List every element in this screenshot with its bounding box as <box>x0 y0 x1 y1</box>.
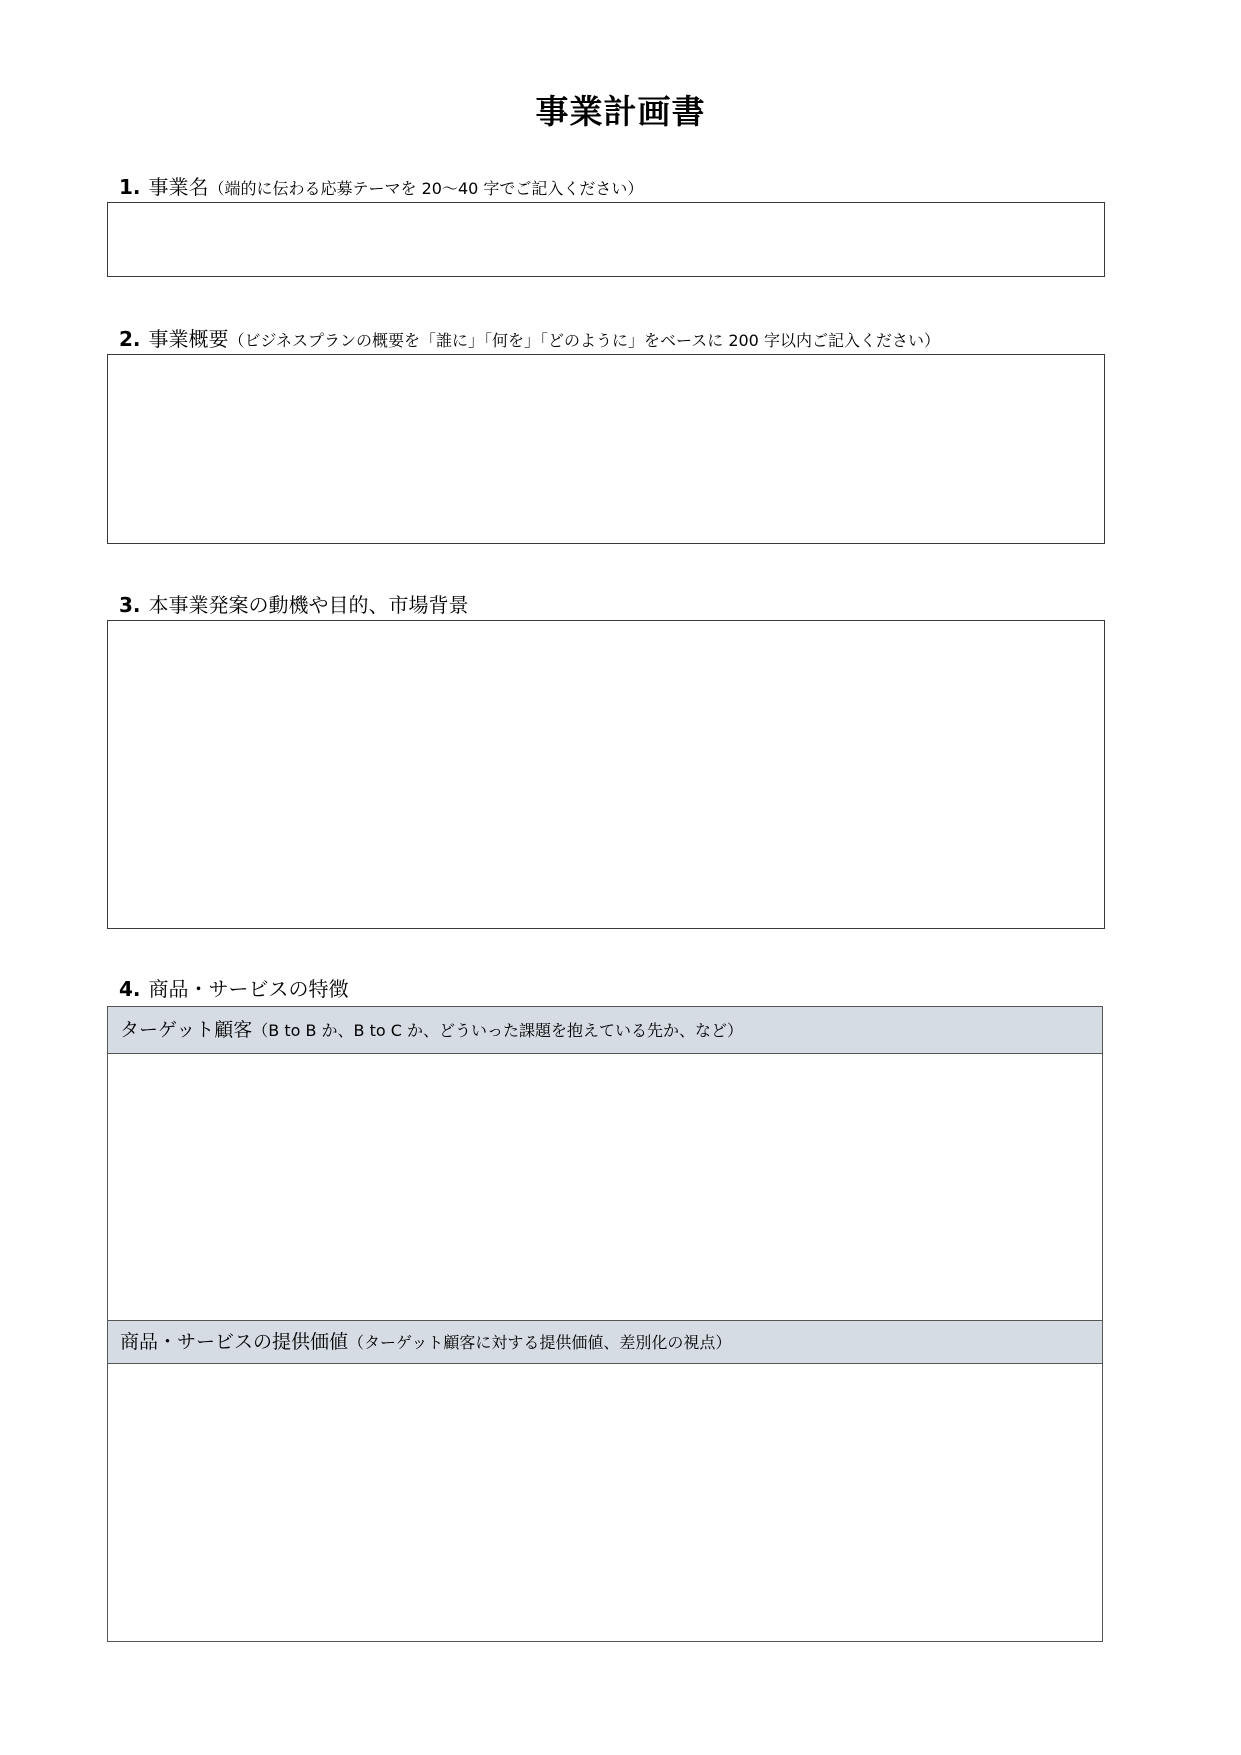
document-title: 事業計画書 <box>535 92 706 131</box>
section-1-heading <box>119 171 643 200</box>
business-summary-field[interactable] <box>107 354 1105 544</box>
motivation-background-field[interactable] <box>107 620 1105 929</box>
business-name-field[interactable] <box>107 202 1105 277</box>
features-table <box>107 1006 1103 1642</box>
section-4-number: 4. <box>119 977 141 1001</box>
target-customer-header <box>108 1007 1102 1054</box>
value-proposition-field[interactable] <box>108 1364 1102 1641</box>
section-3-heading <box>119 589 469 618</box>
value-proposition-label: 商品・サービスの提供価値 <box>120 1331 349 1353</box>
section-1-note: （端的に伝わる応募テーマを 20～40 字でご記入ください） <box>208 179 644 198</box>
section-1-number: 1. <box>119 175 141 199</box>
target-customer-note: （B to B か、B to C か、どういった課題を抱えている先か、など） <box>252 1021 743 1040</box>
section-2-note: （ビジネスプランの概要を「誰に」「何を」「どのように」をベースに 200 字以内ご記入ください） <box>228 331 940 350</box>
target-customer-label: ターゲット顧客 <box>120 1019 253 1041</box>
value-proposition-note: （ターゲット顧客に対する提供価値、差別化の視点） <box>348 1333 732 1352</box>
value-proposition-header <box>108 1321 1102 1364</box>
section-2-label: 事業概要 <box>148 327 229 351</box>
section-4-heading <box>119 973 349 1002</box>
target-customer-field[interactable] <box>108 1054 1102 1321</box>
section-3-number: 3. <box>119 593 141 617</box>
section-2-heading <box>119 323 940 352</box>
section-1-label: 事業名 <box>148 175 209 199</box>
section-4-label: 商品・サービスの特徴 <box>148 977 349 1001</box>
section-3-label: 本事業発案の動機や目的、市場背景 <box>148 593 469 617</box>
section-2-number: 2. <box>119 327 141 351</box>
